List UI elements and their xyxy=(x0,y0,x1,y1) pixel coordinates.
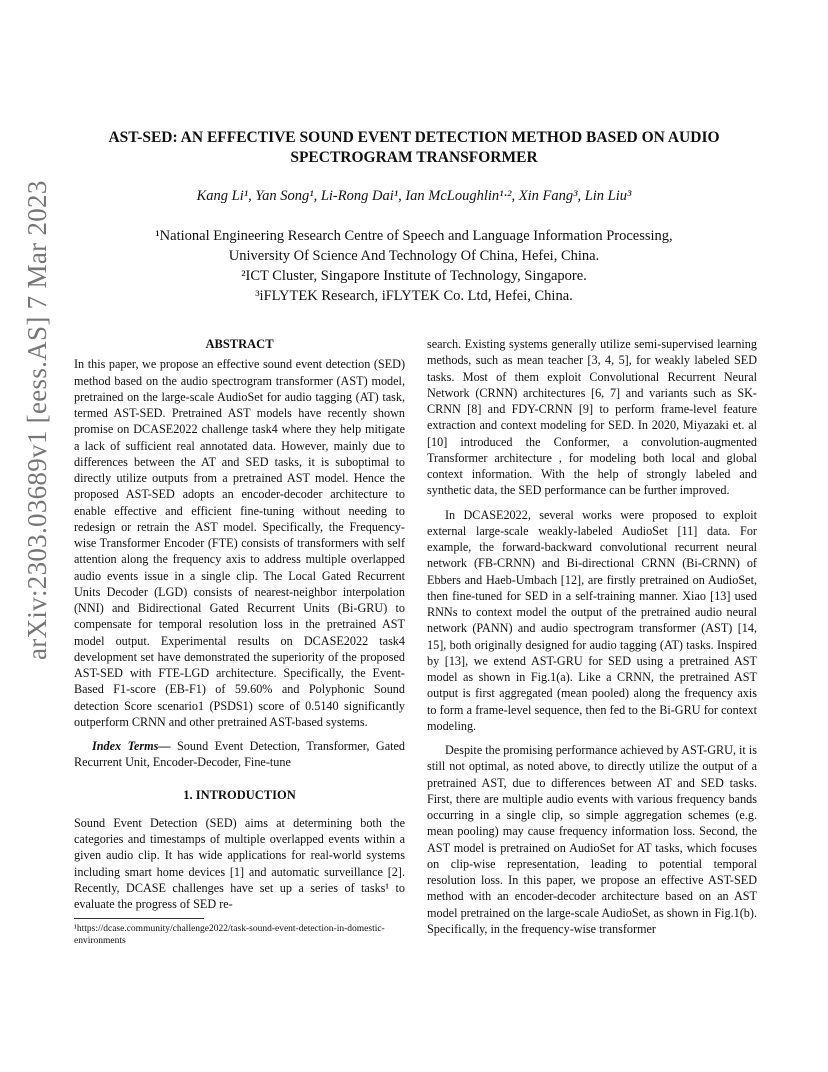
footnote-rule xyxy=(74,918,204,919)
affiliation-line: University Of Science And Technology Of China, Hefei, China. xyxy=(228,248,600,264)
arxiv-sidebar-id: arXiv:2303.03689v1 [eess.AS] 7 Mar 2023 xyxy=(22,180,52,660)
affiliation-line: ³iFLYTEK Research, iFLYTEK Co. Ltd, Hefei, China. xyxy=(255,288,573,304)
affiliation-line: ²ICT Cluster, Singapore Institute of Technology, Singapore. xyxy=(241,268,587,284)
intro-paragraph: Sound Event Detection (SED) aims at determining both the categories and timestamps of multiple overlapped events within a given audio clip. It has wide applications for real-world systems including smart home devices [1] and automatic surveillance [2]. Recently, DCASE challenges have set up a series of tasks¹ to evaluate the progress of SED re- xyxy=(74,815,405,911)
paper-title: AST-SED: AN EFFECTIVE SOUND EVENT DETECTION METHOD BASED ON AUDIO SPECTROGRAM TRANSFORMER xyxy=(108,129,720,166)
right-column xyxy=(427,336,757,937)
left-column xyxy=(74,336,405,947)
intro-heading: 1. INTRODUCTION xyxy=(183,787,296,802)
body-paragraph: Despite the promising performance achieved by AST-GRU, it is still not optimal, as noted above, to directly utilize the output of a pretrained AST, due to differences between AT and SED tasks. First, there are multiple audio events with various frequency bands occurring in a single clip, so simple aggregation schemes (e.g. mean pooling) may cause frequency information loss. Second, the AST model is pretrained on AudioSet for AT tasks, which focuses on clip-wise representation, leading to potential temporal resolution loss. In this paper, we propose an effective AST-SED method with an encoder-decoder architecture based on an AST model pretrained on the large-scale AudioSet, as shown in Fig.1(b). Specifically, in the frequency-wise transformer xyxy=(427,743,757,936)
footnote: ¹https://dcase.community/challenge2022/task-sound-event-detection-in-domestic-environments xyxy=(74,924,385,947)
abstract-heading: ABSTRACT xyxy=(205,337,274,351)
affiliations xyxy=(60,226,768,306)
author-list: Kang Li¹, Yan Song¹, Li-Rong Dai¹, Ian McLoughlin¹·², Xin Fang³, Lin Liu³ xyxy=(196,188,632,204)
affiliation-line: ¹National Engineering Research Centre of Speech and Language Information Processing, xyxy=(155,228,673,244)
index-terms xyxy=(74,738,405,771)
body-paragraph: search. Existing systems generally utilize semi-supervised learning methods, such as mean teacher [3, 4, 5], for weakly labeled SED tasks. Most of them exploit Convolutional Recurrent Neural Network (CRNN) architectures [6, 7] and variants such as SK-CRNN [8] and FDY-CRNN [9] to perform frame-level feature extraction and context modeling for SED. In 2020, Miyazaki et. al [10] introduced the Conformer, a convolution-augmented Transformer architecture , for modeling both local and global context information. With the help of strongly labeled and synthetic data, the SED performance can be further improved. xyxy=(427,337,757,498)
body-paragraph: In DCASE2022, several works were proposed to exploit external large-scale weakly-labeled AudioSet [11] data. For example, the forward-backward convolutional recurrent neural network (FB-CRNN) and Bi-directional CRNN (Bi-CRNN) of Ebbers and Haeb-Umbach [12], are firstly pretrained on AudioSet, then fine-tuned for SED in a self-training manner. Xiao [13] used RNNs to context model the output of the pretrained audio neural network (PANN) and audio spectrogram transformer (AST) [14, 15], both originally designed for audio tagging (AT) tasks. Inspired by [13], we extend AST-GRU for SED using a pretrained AST model as shown in Fig.1(a). Like a CRNN, the pretrained AST output is first aggregated (mean pooled) along the frequency axis to form a frame-level sequence, then fed to the Bi-GRU for context modeling. xyxy=(427,507,757,733)
index-terms-label: Index Terms— xyxy=(92,739,171,753)
abstract-text: In this paper, we propose an effective sound event detection (SED) method based on the audio spectrogram transformer (AST) model, pretrained on the large-scale AudioSet for audio tagging (AT) task, termed AST-SED. Pretrained AST models have recently shown promise on DCASE2022 challenge task4 where they help mitigate a lack of sufficient real annotated data. However, mainly due to differences between the AT and SED tasks, it is suboptimal to directly utilize outputs from a pretrained AST model. Hence the proposed AST-SED adopts an encoder-decoder architecture to enable effective and efficient fine-tuning without needing to redesign or retrain the AST model. Specifically, the Frequency-wise Transformer Encoder (FTE) consists of transformers with self attention along the frequency axis to address multiple overlapped audio events issue in a single clip. The Local Gated Recurrent Units Decoder (LGD) consists of nearest-neighbor interpolation (NNI) and Bidirectional Gated Recurrent Units (Bi-GRU) to compensate for temporal resolution loss in the pretrained AST model output. Experimental results on DCASE2022 task4 development set have demonstrated the superiority of the proposed AST-SED with FTE-LGD architecture. Specifically, the Event-Based F1-score (EB-F1) of 59.60% and Polyphonic Sound detection Score scenario1 (PSDS1) score of 0.5140 significantly outperform CRNN and other pretrained AST-based systems. xyxy=(74,357,405,729)
index-terms-text: Sound Event Detection, Transformer, Gated Recurrent Unit, Encoder-Decoder, Fine-tune xyxy=(74,739,405,770)
